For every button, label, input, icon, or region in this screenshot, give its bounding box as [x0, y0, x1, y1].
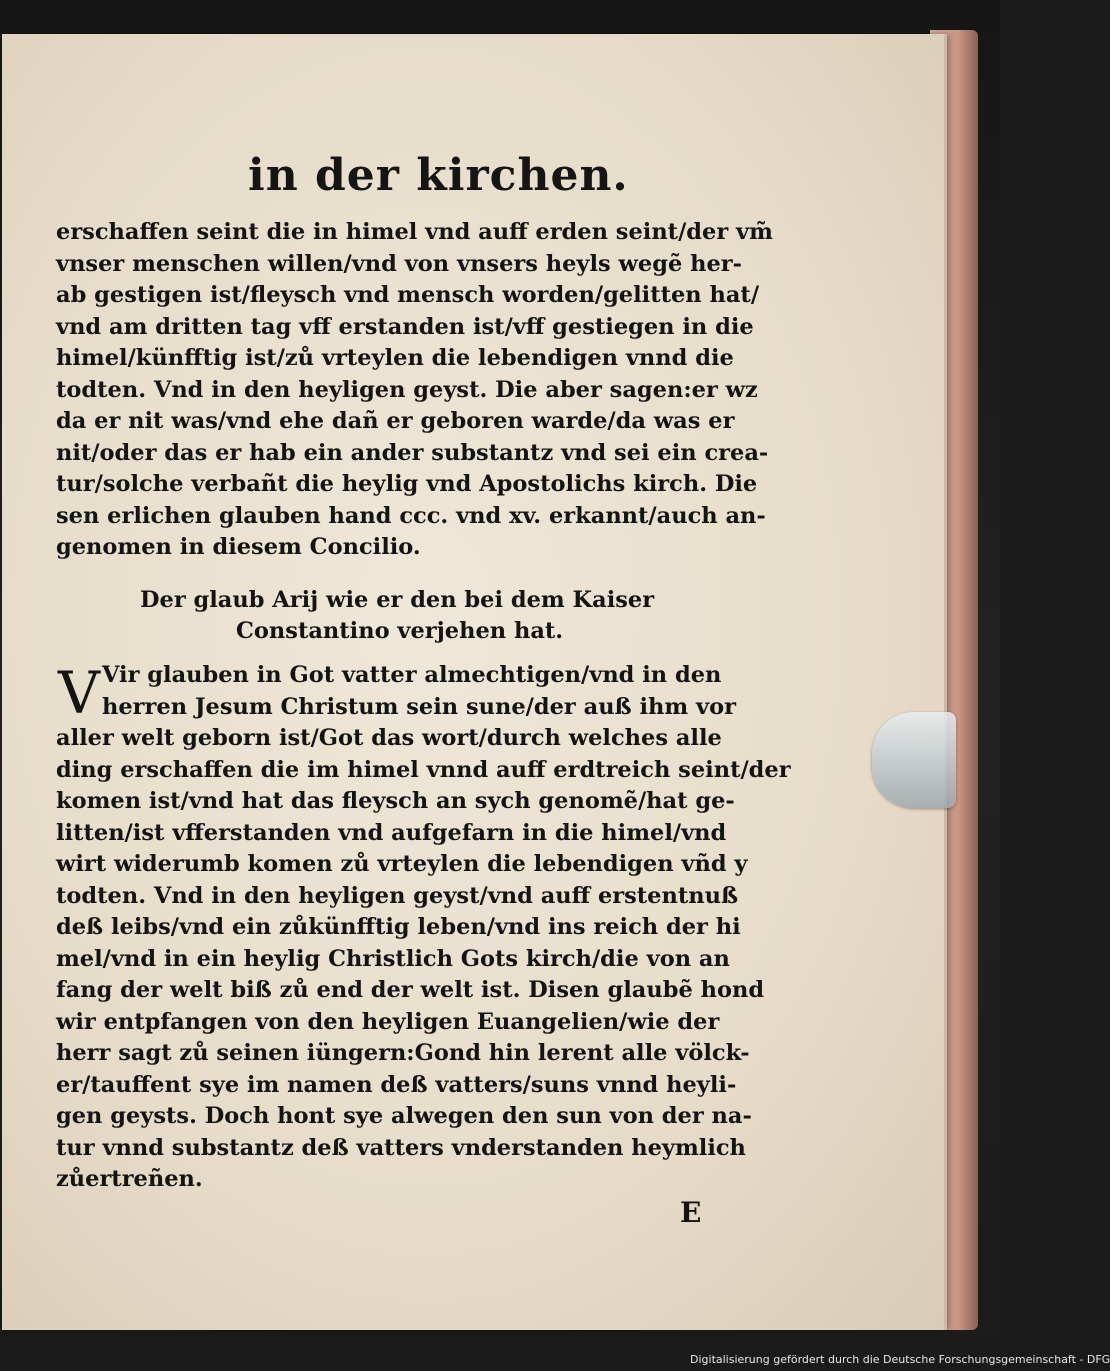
text-line: da er nit was/vnd ehe dañ er geboren warde/da was er	[56, 408, 735, 434]
text-line: wir entpfangen von den heyligen Euangelien/wie der	[56, 1008, 720, 1035]
paragraph-1	[56, 217, 773, 564]
heading-line: Der glaub Arij wie er den bei dem Kaiser	[140, 587, 655, 613]
text-line: todten. Vnd in den heyligen geyst. Die aber sagen:er wz	[56, 376, 758, 403]
text-line: herr sagt zů seinen iüngern:Gond hin lerent alle völck-	[56, 1040, 750, 1066]
running-head: in der kirchen.	[248, 150, 629, 201]
catchword: E	[680, 1196, 702, 1229]
text-line: deß leibs/vnd ein zůkünfftig leben/vnd ins reich der hi	[56, 914, 741, 940]
text-line: Vir glauben in Got vatter almechtigen/vnd in den	[102, 662, 722, 688]
text-line: ding erschaffen die im himel vnnd auff erdtreich seint/der	[56, 756, 791, 783]
text-line: litten/ist vfferstanden vnd aufgefarn in die himel/vnd	[56, 819, 727, 846]
text-line: vnd am dritten tag vff erstanden ist/vff gestiegen in die	[56, 313, 754, 340]
text-line: vnser menschen willen/vnd von vnsers heyls wegẽ her-	[56, 250, 742, 277]
text-line: todten. Vnd in den heyligen geyst/vnd auff erstentnuß	[56, 882, 739, 909]
section-heading	[60, 585, 760, 647]
text-line: fang der welt biß zů end der welt ist. Disen glaubẽ hond	[56, 977, 765, 1003]
text-line: genomen in diesem Concilio.	[56, 534, 421, 560]
text-line: nit/oder das er hab ein ander substantz vnd sei ein crea-	[56, 439, 769, 466]
text-line: erschaffen seint die in himel vnd auff erden seint/der vm̃	[56, 219, 773, 245]
decorative-initial: V	[58, 659, 100, 727]
text-line: himel/künfftig ist/zů vrteylen die lebendigen vnnd die	[56, 345, 734, 371]
text-line: wirt widerumb komen zů vrteylen die lebendigen vñd y	[56, 851, 748, 877]
text-line: mel/vnd in ein heylig Christlich Gots kirch/die von an	[56, 945, 730, 972]
text-line: zůertreñen.	[56, 1166, 203, 1192]
text-line: aller welt geborn ist/Got das wort/durch welches alle	[56, 725, 722, 751]
text-line: gen geysts. Doch hont sye alwegen den sun von der na-	[56, 1103, 752, 1129]
digitization-credit: Digitalisierung gefördert durch die Deutsche Forschungsgemeinschaft - DFG	[690, 1353, 1110, 1366]
text-line: er/tauffent sye im namen deß vatters/suns vnnd heyli-	[56, 1071, 737, 1098]
paragraph-2	[56, 660, 791, 1196]
text-line: sen erlichen glauben hand ccc. vnd xv. erkannt/auch an-	[56, 502, 766, 529]
text-line: ab gestigen ist/fleysch vnd mensch worden/gelitten hat/	[56, 282, 760, 308]
text-line: tur/solche verbañt die heylig vnd Apostolichs kirch. Die	[56, 471, 758, 497]
heading-line: Constantino verjehen hat.	[236, 618, 564, 644]
text-line: komen ist/vnd hat das fleysch an sych genomẽ/hat ge-	[56, 788, 735, 814]
text-line: tur vnnd substantz deß vatters vnderstanden heymlich	[56, 1134, 746, 1161]
text-line: herren Jesum Christum sein sune/der auß ihm vor	[102, 693, 736, 720]
page-clip	[872, 712, 956, 808]
